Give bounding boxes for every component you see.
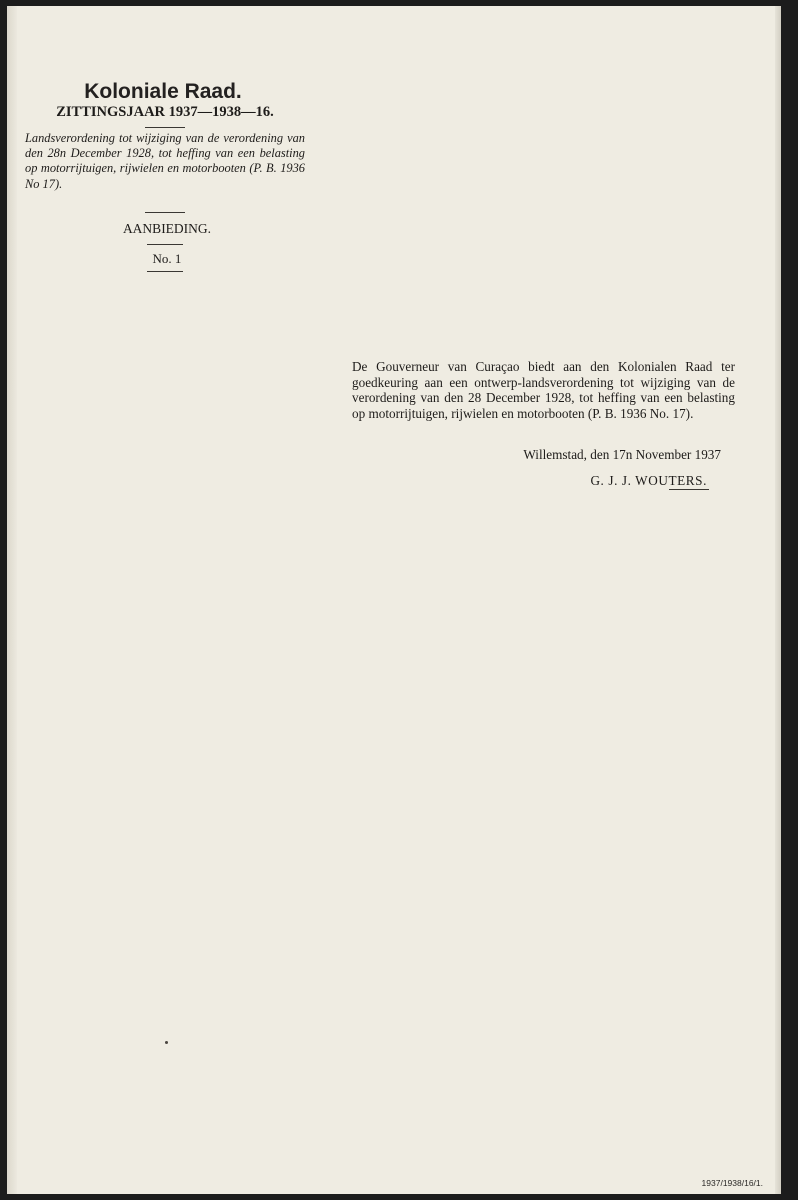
- catalog-number: 1937/1938/16/1.: [701, 1178, 763, 1188]
- ordinance-subject: Landsverordening tot wijziging van de verordening van den 28n December 1928, tot heffing van een belasting op motorrijtuigen, rijwielen en motorbooten (P. B. 1936 No 17).: [25, 131, 305, 191]
- divider-rule: [147, 244, 183, 245]
- document-page: [7, 6, 781, 1194]
- place-date: Willemstad, den 17n November 1937: [523, 447, 721, 462]
- divider-rule: [145, 212, 185, 213]
- divider-rule: [147, 271, 183, 272]
- page-right-edge: [775, 6, 781, 1194]
- paper-speck: [165, 1041, 168, 1044]
- document-label: AANBIEDING.: [122, 221, 212, 236]
- document-number: No. 1: [152, 251, 182, 266]
- signature-underline: [669, 489, 709, 490]
- divider-rule: [145, 127, 185, 128]
- governor-signature: G. J. J. WOUTERS.: [590, 473, 707, 488]
- offer-text: De Gouverneur van Curaçao biedt aan den Kolonialen Raad ter goedkeuring aan een ontwerp-landsverordening tot wijziging van de verordening van den 28 December 1928, tot heffing van een belasting op motorrijtuigen, rijwielen en motorbooten (P. B. 1936 No. 17).: [352, 359, 735, 421]
- council-title: Koloniale Raad.: [84, 80, 242, 103]
- session-year: ZITTINGSJAAR 1937—1938—16.: [56, 104, 274, 120]
- page-binding-edge: [7, 6, 17, 1194]
